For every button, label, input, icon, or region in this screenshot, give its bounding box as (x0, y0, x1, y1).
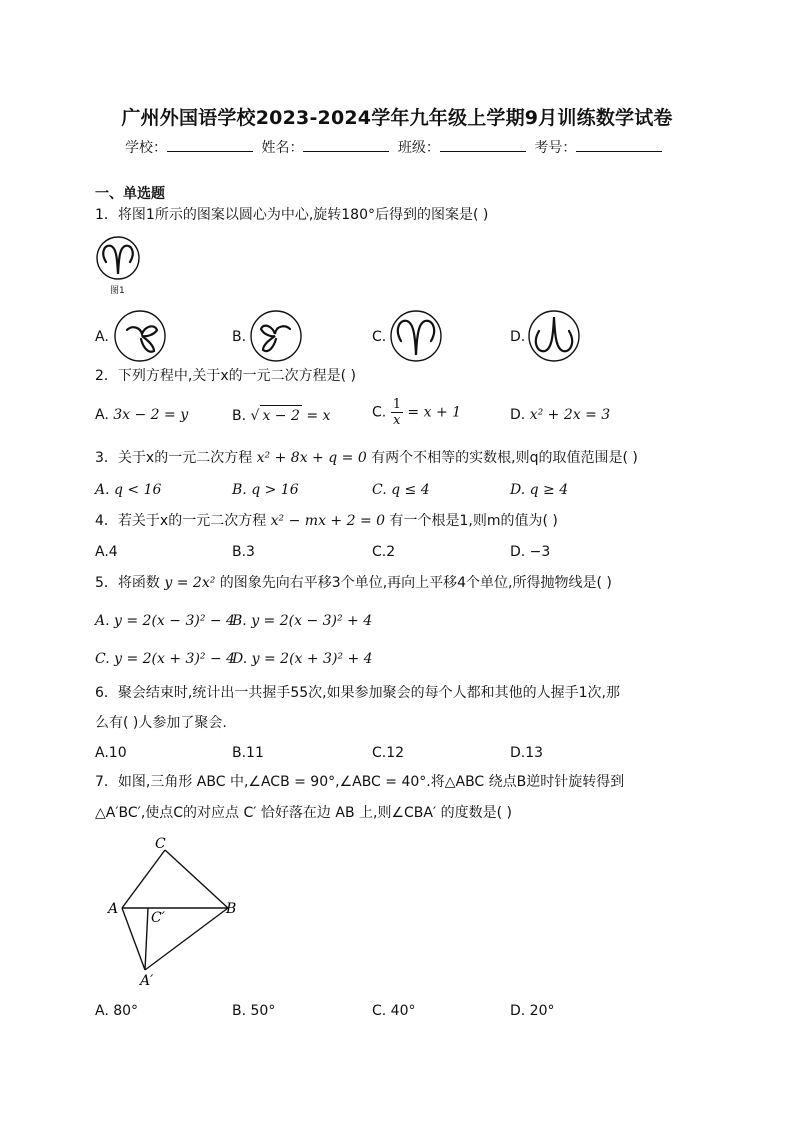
q2-option-c[interactable] (372, 397, 461, 428)
question-3-text (95, 448, 638, 468)
page-title: 广州外国语学校2023-2024学年九年级上学期9月训练数学试卷 (121, 107, 673, 129)
section-heading: 一、单选题 (95, 186, 165, 202)
q3-option-c[interactable]: C. q ≤ 4 (372, 482, 430, 498)
q1-option-d-figure (524, 309, 586, 363)
q4-option-d[interactable]: D. −3 (510, 544, 551, 560)
q2-option-b[interactable] (232, 405, 330, 426)
q1-option-b-label[interactable]: B. (232, 329, 247, 345)
q4-expr: x² − mx + 2 = 0 (266, 513, 390, 529)
q3-option-a[interactable]: A. q < 16 (95, 482, 162, 498)
question-5-text (95, 573, 612, 593)
q2-option-a-label: A. (95, 407, 109, 423)
q5-text-a: 5．将函数 (95, 575, 160, 591)
q6-option-a[interactable]: A.10 (95, 745, 127, 761)
q7-label-c: C (155, 836, 166, 852)
q2-option-b-radicand: x − 2 (260, 405, 301, 426)
q2-option-c-label: C. (372, 404, 387, 421)
q2-option-d-expr: x² + 2x = 3 (529, 407, 611, 423)
class-blank[interactable] (440, 139, 526, 152)
q5-option-b[interactable]: B. y = 2(x − 3)² + 4 (232, 613, 373, 629)
q3-option-d[interactable]: D. q ≥ 4 (510, 482, 569, 498)
q1-option-a-figure (110, 309, 172, 363)
question-1-text: 1．将图1所示的图案以圆心为中心,旋转180°后得到的图案是( ) (95, 207, 489, 223)
q2-option-b-label: B. (232, 408, 247, 424)
school-blank[interactable] (167, 139, 253, 152)
q2-option-b-rest: = x (301, 408, 331, 424)
q4-option-a[interactable]: A.4 (95, 544, 118, 560)
q2-option-c-denominator: x (393, 413, 401, 428)
q2-option-c-numerator: 1 (392, 397, 401, 412)
q3-text-b: 有两个不相等的实数根,则q的取值范围是( ) (371, 450, 638, 466)
q6-option-c[interactable]: C.12 (372, 745, 405, 761)
q2-option-a-expr: 3x − 2 = y (113, 407, 189, 423)
q4-text-b: 有一个根是1,则m的值为( ) (389, 513, 558, 529)
q2-option-d-label: D. (510, 407, 526, 423)
q7-label-b: B (226, 901, 237, 917)
q6-option-b[interactable]: B.11 (232, 745, 264, 761)
q5-option-c[interactable]: C. y = 2(x + 3)² − 4 (95, 651, 236, 667)
q1-option-c-label[interactable]: C. (372, 329, 387, 345)
q7-option-c[interactable]: C. 40° (372, 1003, 416, 1019)
q1-option-d-label[interactable]: D. (510, 329, 526, 345)
question-7-line-2: △A′BC′,使点C的对应点 C′ 恰好落在边 AB 上,则∠CBA′ 的度数是( ) (95, 805, 512, 821)
exam-number-blank[interactable] (576, 139, 662, 152)
name-label: 姓名： (261, 140, 304, 156)
q5-option-d[interactable]: D. y = 2(x + 3)² + 4 (232, 651, 373, 667)
q3-text-a: 3．关于x的一元二次方程 (95, 450, 253, 466)
q7-option-d[interactable]: D. 20° (510, 1003, 555, 1019)
q2-option-d[interactable] (510, 405, 610, 425)
q7-triangle-figure (100, 832, 250, 992)
school-label: 学校： (125, 140, 167, 156)
q2-option-b-expr: √ x − 2 = x (251, 408, 331, 424)
exam-number-label: 考号： (534, 140, 577, 156)
question-7-line-1: 7．如图,三角形 ABC 中,∠ACB = 90°,∠ABC = 40°.将△ABC 绕点B逆时针旋转得到 (95, 774, 625, 790)
q7-label-a: A (108, 901, 119, 917)
question-6-line-2: 么有( )人参加了聚会. (95, 715, 227, 731)
student-info-line (125, 137, 666, 157)
q5-text-b: 的图象先向右平移3个单位,再向上平移4个单位,所得抛物线是( ) (219, 575, 612, 591)
q1-option-c-figure (386, 309, 448, 363)
q1-option-b-figure (246, 309, 308, 363)
q1-option-a-label[interactable]: A. (95, 329, 109, 345)
q6-option-d[interactable]: D.13 (510, 745, 544, 761)
question-6-line-1: 6．聚会结束时,统计出一共握手55次,如果参加聚会的每个人都和其他的人握手1次,那 (95, 685, 620, 701)
q7-option-b[interactable]: B. 50° (232, 1003, 276, 1019)
question-4-text (95, 511, 558, 531)
q5-option-a[interactable]: A. y = 2(x − 3)² − 4 (95, 613, 235, 629)
q2-option-a[interactable] (95, 405, 188, 425)
class-label: 班级： (397, 140, 440, 156)
q7-label-c-prime: C′ (151, 910, 165, 926)
q2-option-c-fraction (391, 397, 403, 428)
q5-expr: y = 2x² (159, 575, 220, 591)
name-blank[interactable] (303, 139, 389, 152)
figure-1-caption: 图1 (110, 286, 125, 296)
q3-expr: x² + 8x + q = 0 (252, 450, 372, 466)
q2-option-c-rest: = x + 1 (407, 404, 462, 421)
q4-option-c[interactable]: C.2 (372, 544, 396, 560)
q7-label-a-prime: A′ (140, 973, 154, 989)
q4-text-a: 4．若关于x的一元二次方程 (95, 513, 267, 529)
q3-option-b[interactable]: B. q > 16 (232, 482, 299, 498)
question-2-text: 2．下列方程中,关于x的一元二次方程是( ) (95, 368, 357, 384)
q4-option-b[interactable]: B.3 (232, 544, 255, 560)
q7-option-a[interactable]: A. 80° (95, 1003, 139, 1019)
